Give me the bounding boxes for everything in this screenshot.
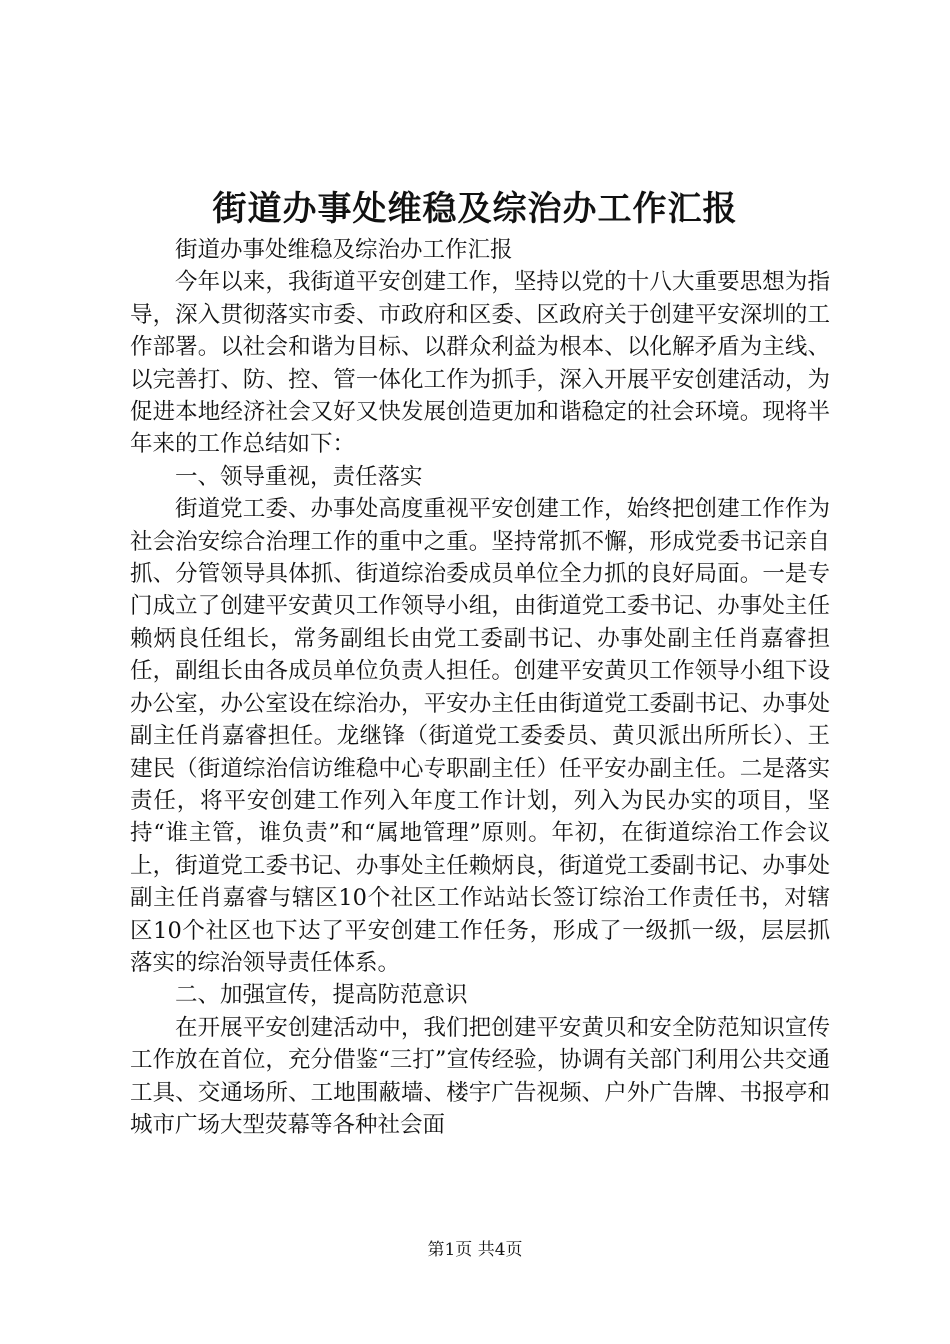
paragraph-subtitle: 街道办事处维稳及综治办工作汇报 — [175, 237, 513, 263]
section-heading-1: 一、领导重视，责任落实 — [175, 463, 423, 490]
document-body — [130, 234, 830, 1141]
section-heading-2: 二、加强宣传，提高防范意识 — [175, 982, 468, 1009]
page-number-footer: 第1页 共4页 — [427, 1240, 523, 1260]
document-title: 街道办事处维稳及综治办工作汇报 — [212, 189, 738, 229]
paragraph-intro: 今年以来，我街道平安创建工作，坚持以党的十八大重要思想为指导，深入贯彻落实市委、市政府和区委、区政府关于创建平安深圳的工作部署。以社会和谐为目标、以群众利益为根本、以化解矛盾为主线、以完善打、防、控、管一体化工作为抓手，深入开展平安创建活动，为促进本地经济社会又好又快发展创造更加和谐稳定的社会环境。现将半年来的工作总结如下： — [130, 269, 830, 458]
paragraph-section-2: 在开展平安创建活动中，我们把创建平安黄贝和安全防范知识宣传工作放在首位，充分借鉴“三打”宣传经验，协调有关部门利用公共交通工具、交通场所、工地围蔽墙、楼宇广告视频、户外广告牌、书报亭和城市广场大型荧幕等各种社会面 — [130, 1014, 830, 1138]
paragraph-section-1: 街道党工委、办事处高度重视平安创建工作，始终把创建工作作为社会治安综合治理工作的重中之重。坚持常抓不懈，形成党委书记亲自抓、分管领导具体抓、街道综治委成员单位全力抓的良好局面。一是专门成立了创建平安黄贝工作领导小组，由街道党工委书记、办事处主任赖炳良任组长，常务副组长由党工委副书记、办事处副主任肖嘉睿担任，副组长由各成员单位负责人担任。创建平安黄贝工作领导小组下设办公室，办公室设在综治办，平安办主任由街道党工委副书记、办事处副主任肖嘉睿担任。龙继锋（街道党工委委员、黄贝派出所所长）、王建民（街道综治信访维稳中心专职副主任）任平安办副主任。二是落实责任，将平安创建工作列入年度工作计划，列入为民办实的项目，坚持“谁主管，谁负责”和“属地管理”原则。年初，在街道综治工作会议上，街道党工委书记、办事处主任赖炳良，街道党工委副书记、办事处副主任肖嘉睿与辖区10个社区工作站站长签订综治工作责任书，对辖区10个社区也下达了平安创建工作任务，形成了一级抓一级，层层抓落实的综治领导责任体系。 — [130, 496, 830, 976]
